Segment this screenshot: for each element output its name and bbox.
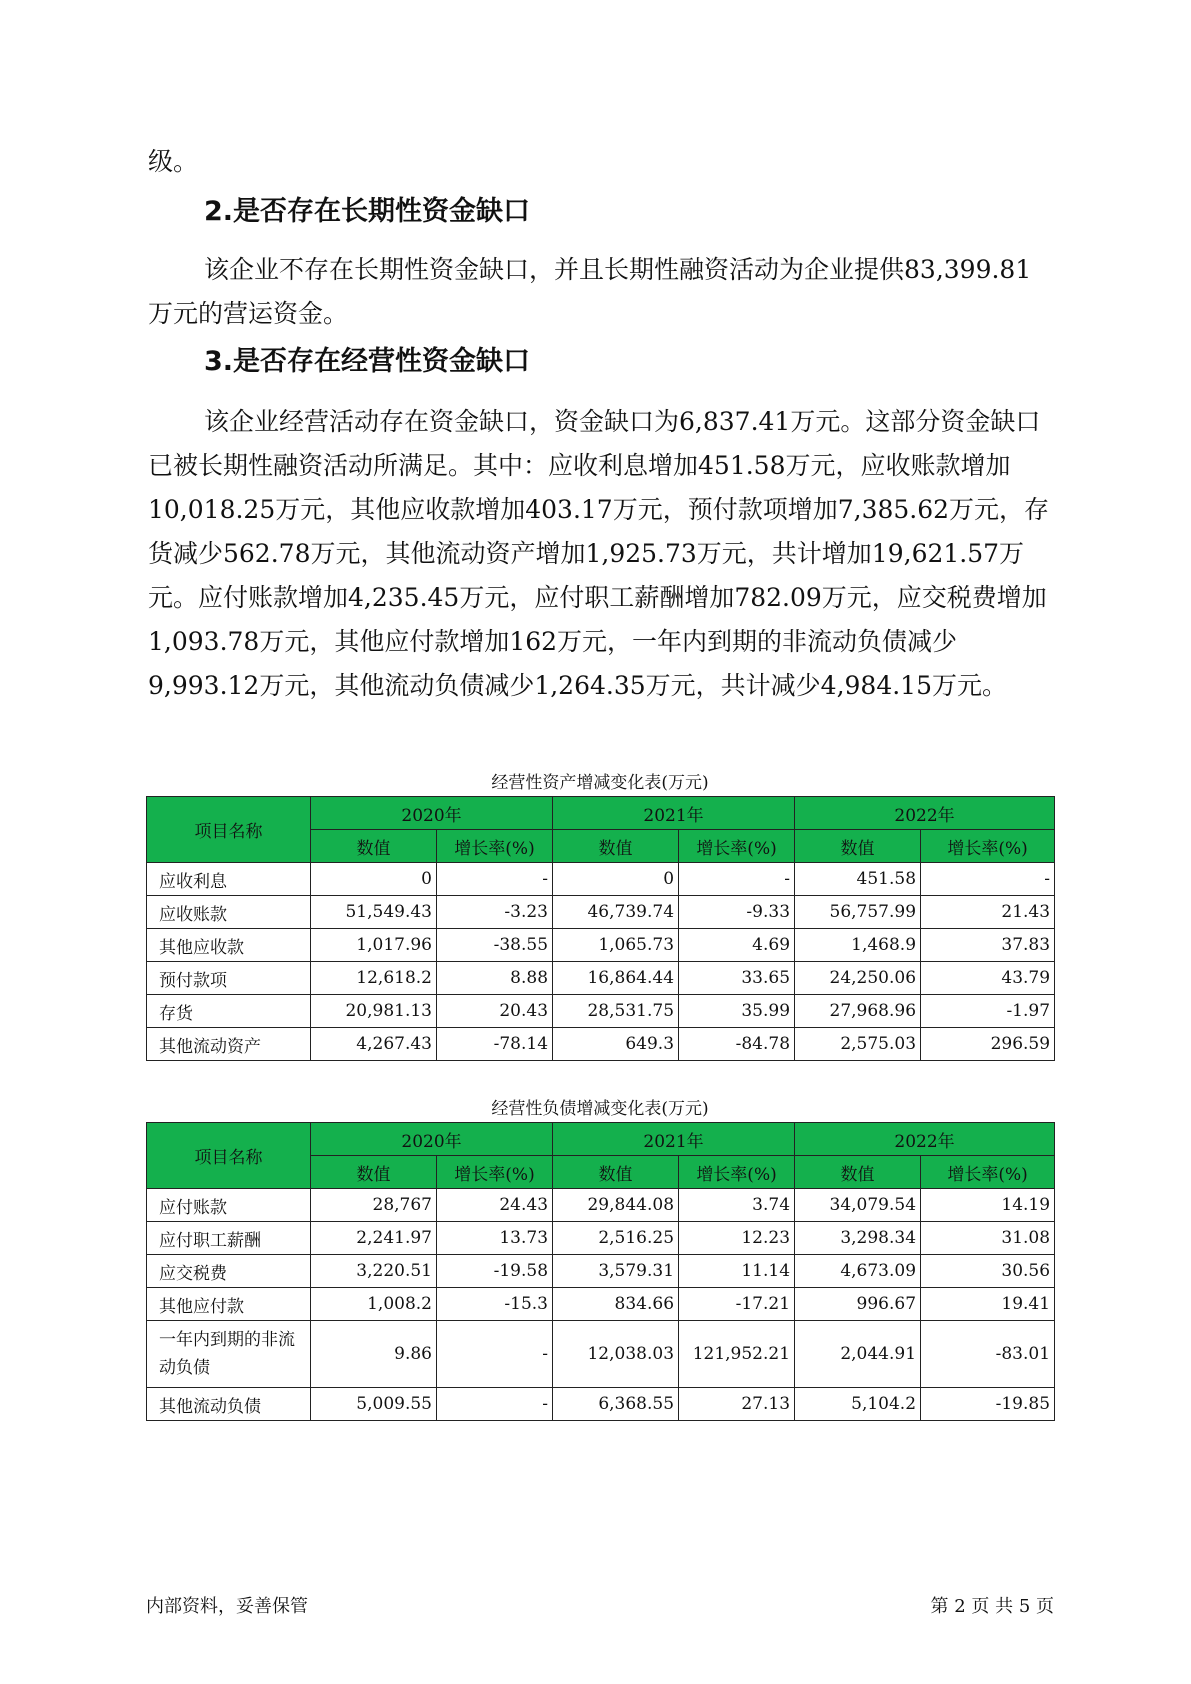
- asset-row-cell: 0: [311, 863, 437, 896]
- asset-table-row: [147, 863, 1055, 896]
- liability-table-row: [147, 1288, 1055, 1321]
- liability-row-cell: -15.3: [437, 1288, 553, 1321]
- liability-row-cell: 14.19: [921, 1189, 1055, 1222]
- asset-row-cell: 0: [553, 863, 679, 896]
- asset-row-cell: 4,267.43: [311, 1028, 437, 1061]
- asset-row-cell: 43.79: [921, 962, 1055, 995]
- asset-row-name: 应收利息: [147, 863, 311, 896]
- footer-confidential-note: 内部资料，妥善保管: [146, 1596, 308, 1617]
- asset-row-name: 其他流动资产: [147, 1028, 311, 1061]
- liability-header-item: 项目名称: [147, 1123, 311, 1189]
- asset-row-cell: 16,864.44: [553, 962, 679, 995]
- liability-row-cell: -19.58: [437, 1255, 553, 1288]
- asset-row-cell: 51,549.43: [311, 896, 437, 929]
- asset-row-cell: 56,757.99: [795, 896, 921, 929]
- asset-table: [146, 796, 1055, 1061]
- asset-row-cell: 12,618.2: [311, 962, 437, 995]
- asset-row-cell: 649.3: [553, 1028, 679, 1061]
- section2-body: 该企业不存在长期性资金缺口，并且长期性融资活动为企业提供83,399.81万元的营运资金。: [148, 255, 1032, 328]
- liability-row-cell: 34,079.54: [795, 1189, 921, 1222]
- liability-row-cell: 12,038.03: [553, 1321, 679, 1388]
- liability-row-cell: -17.21: [679, 1288, 795, 1321]
- liability-row-cell: 24.43: [437, 1189, 553, 1222]
- liability-row-cell: 30.56: [921, 1255, 1055, 1288]
- asset-table-caption: 经营性资产增减变化表(万元): [491, 773, 709, 793]
- liability-row-cell: 5,104.2: [795, 1388, 921, 1421]
- liability-row-name: 其他流动负债: [147, 1388, 311, 1421]
- asset-row-name: 预付款项: [147, 962, 311, 995]
- liability-table-row: [147, 1255, 1055, 1288]
- asset-row-cell: -1.97: [921, 995, 1055, 1028]
- asset-row-cell: 24,250.06: [795, 962, 921, 995]
- liability-row-cell: -19.85: [921, 1388, 1055, 1421]
- asset-row-cell: -78.14: [437, 1028, 553, 1061]
- liability-row-cell: 9.86: [311, 1321, 437, 1388]
- asset-row-cell: -: [437, 863, 553, 896]
- liability-row-cell: 31.08: [921, 1222, 1055, 1255]
- asset-header-year-2022: 2022年: [795, 797, 1055, 830]
- section3-heading: 3.是否存在经营性资金缺口: [204, 346, 531, 377]
- asset-row-cell: 35.99: [679, 995, 795, 1028]
- liability-row-cell: 3,220.51: [311, 1255, 437, 1288]
- liability-subheader-rate: 增长率(%): [679, 1156, 795, 1189]
- liability-row-cell: 996.67: [795, 1288, 921, 1321]
- liability-header-year-2020: 2020年: [311, 1123, 553, 1156]
- asset-subheader-value: 数值: [553, 830, 679, 863]
- asset-row-cell: -3.23: [437, 896, 553, 929]
- asset-row-cell: -: [679, 863, 795, 896]
- liability-row-cell: -83.01: [921, 1321, 1055, 1388]
- liability-row-cell: 29,844.08: [553, 1189, 679, 1222]
- asset-table-row: [147, 962, 1055, 995]
- liability-row-cell: 6,368.55: [553, 1388, 679, 1421]
- asset-table-row: [147, 1028, 1055, 1061]
- asset-row-cell: 28,531.75: [553, 995, 679, 1028]
- liability-row-name: 应交税费: [147, 1255, 311, 1288]
- asset-header-item: 项目名称: [147, 797, 311, 863]
- liability-table: [146, 1122, 1055, 1421]
- liability-subheader-value: 数值: [311, 1156, 437, 1189]
- liability-row-cell: 2,516.25: [553, 1222, 679, 1255]
- asset-subheader-value: 数值: [795, 830, 921, 863]
- liability-row-cell: 5,009.55: [311, 1388, 437, 1421]
- asset-row-cell: 1,065.73: [553, 929, 679, 962]
- asset-row-cell: 20.43: [437, 995, 553, 1028]
- liability-row-name: 应付账款: [147, 1189, 311, 1222]
- liability-row-cell: 2,044.91: [795, 1321, 921, 1388]
- liability-table-row: [147, 1222, 1055, 1255]
- footer-page-number: 第 2 页 共 5 页: [930, 1596, 1054, 1617]
- liability-subheader-value: 数值: [553, 1156, 679, 1189]
- liability-header-year-2021: 2021年: [553, 1123, 795, 1156]
- asset-row-cell: 27,968.96: [795, 995, 921, 1028]
- asset-table-row: [147, 929, 1055, 962]
- asset-row-cell: 1,468.9: [795, 929, 921, 962]
- liability-table-row: [147, 1321, 1055, 1388]
- asset-row-cell: 4.69: [679, 929, 795, 962]
- asset-row-name: 应收账款: [147, 896, 311, 929]
- liability-table-row: [147, 1388, 1055, 1421]
- liability-subheader-rate: 增长率(%): [921, 1156, 1055, 1189]
- liability-row-cell: 3,579.31: [553, 1255, 679, 1288]
- liability-row-cell: 12.23: [679, 1222, 795, 1255]
- asset-row-cell: -9.33: [679, 896, 795, 929]
- asset-row-cell: 1,017.96: [311, 929, 437, 962]
- liability-row-cell: 834.66: [553, 1288, 679, 1321]
- asset-row-cell: 2,575.03: [795, 1028, 921, 1061]
- liability-row-cell: 1,008.2: [311, 1288, 437, 1321]
- section2-heading: 2.是否存在长期性资金缺口: [204, 196, 531, 227]
- liability-row-cell: 3,298.34: [795, 1222, 921, 1255]
- liability-row-cell: 28,767: [311, 1189, 437, 1222]
- asset-subheader-value: 数值: [311, 830, 437, 863]
- liability-row-cell: 3.74: [679, 1189, 795, 1222]
- asset-subheader-rate: 增长率(%): [437, 830, 553, 863]
- liability-row-cell: 11.14: [679, 1255, 795, 1288]
- liability-row-cell: 2,241.97: [311, 1222, 437, 1255]
- asset-table-row: [147, 896, 1055, 929]
- liability-row-cell: 121,952.21: [679, 1321, 795, 1388]
- asset-row-cell: 296.59: [921, 1028, 1055, 1061]
- asset-header-year-2020: 2020年: [311, 797, 553, 830]
- section3-body: 该企业经营活动存在资金缺口，资金缺口为6,837.41万元。这部分资金缺口已被长期性融资活动所满足。其中：应收利息增加451.58万元，应收账款增加10,018.25万元，其他应收款增加403.17万元，预付款项增加7,385.62万元，存货减少562.78万元，其他流动资产增加1,925.73万元，共计增加19,621.57万元。应付账款增加4,235.45万元，应付职工薪酬增加782.09万元，应交税费增加1,093.78万元，其他应付款增加162万元，一年内到期的非流动负债减少9,993.12万元，其他流动负债减少1,264.35万元，共计减少4,984.15万元。: [148, 407, 1050, 700]
- asset-row-name: 其他应收款: [147, 929, 311, 962]
- asset-row-cell: 8.88: [437, 962, 553, 995]
- liability-row-cell: 13.73: [437, 1222, 553, 1255]
- asset-table-row: [147, 995, 1055, 1028]
- liability-table-caption: 经营性负债增减变化表(万元): [491, 1099, 709, 1119]
- asset-row-cell: 21.43: [921, 896, 1055, 929]
- asset-header-year-2021: 2021年: [553, 797, 795, 830]
- liability-row-cell: 27.13: [679, 1388, 795, 1421]
- asset-subheader-rate: 增长率(%): [679, 830, 795, 863]
- asset-row-cell: -: [921, 863, 1055, 896]
- asset-row-cell: 451.58: [795, 863, 921, 896]
- liability-row-name: 应付职工薪酬: [147, 1222, 311, 1255]
- liability-row-cell: -: [437, 1321, 553, 1388]
- liability-row-name: 一年内到期的非流动负债: [147, 1321, 311, 1388]
- asset-row-cell: 33.65: [679, 962, 795, 995]
- liability-row-name: 其他应付款: [147, 1288, 311, 1321]
- asset-row-cell: 37.83: [921, 929, 1055, 962]
- asset-row-cell: -84.78: [679, 1028, 795, 1061]
- top-fragment: 级。: [148, 147, 199, 176]
- liability-row-cell: 4,673.09: [795, 1255, 921, 1288]
- asset-subheader-rate: 增长率(%): [921, 830, 1055, 863]
- asset-row-cell: 46,739.74: [553, 896, 679, 929]
- asset-row-name: 存货: [147, 995, 311, 1028]
- asset-row-cell: -38.55: [437, 929, 553, 962]
- liability-row-cell: -: [437, 1388, 553, 1421]
- liability-table-row: [147, 1189, 1055, 1222]
- liability-header-year-2022: 2022年: [795, 1123, 1055, 1156]
- liability-row-cell: 19.41: [921, 1288, 1055, 1321]
- asset-row-cell: 20,981.13: [311, 995, 437, 1028]
- liability-subheader-rate: 增长率(%): [437, 1156, 553, 1189]
- liability-subheader-value: 数值: [795, 1156, 921, 1189]
